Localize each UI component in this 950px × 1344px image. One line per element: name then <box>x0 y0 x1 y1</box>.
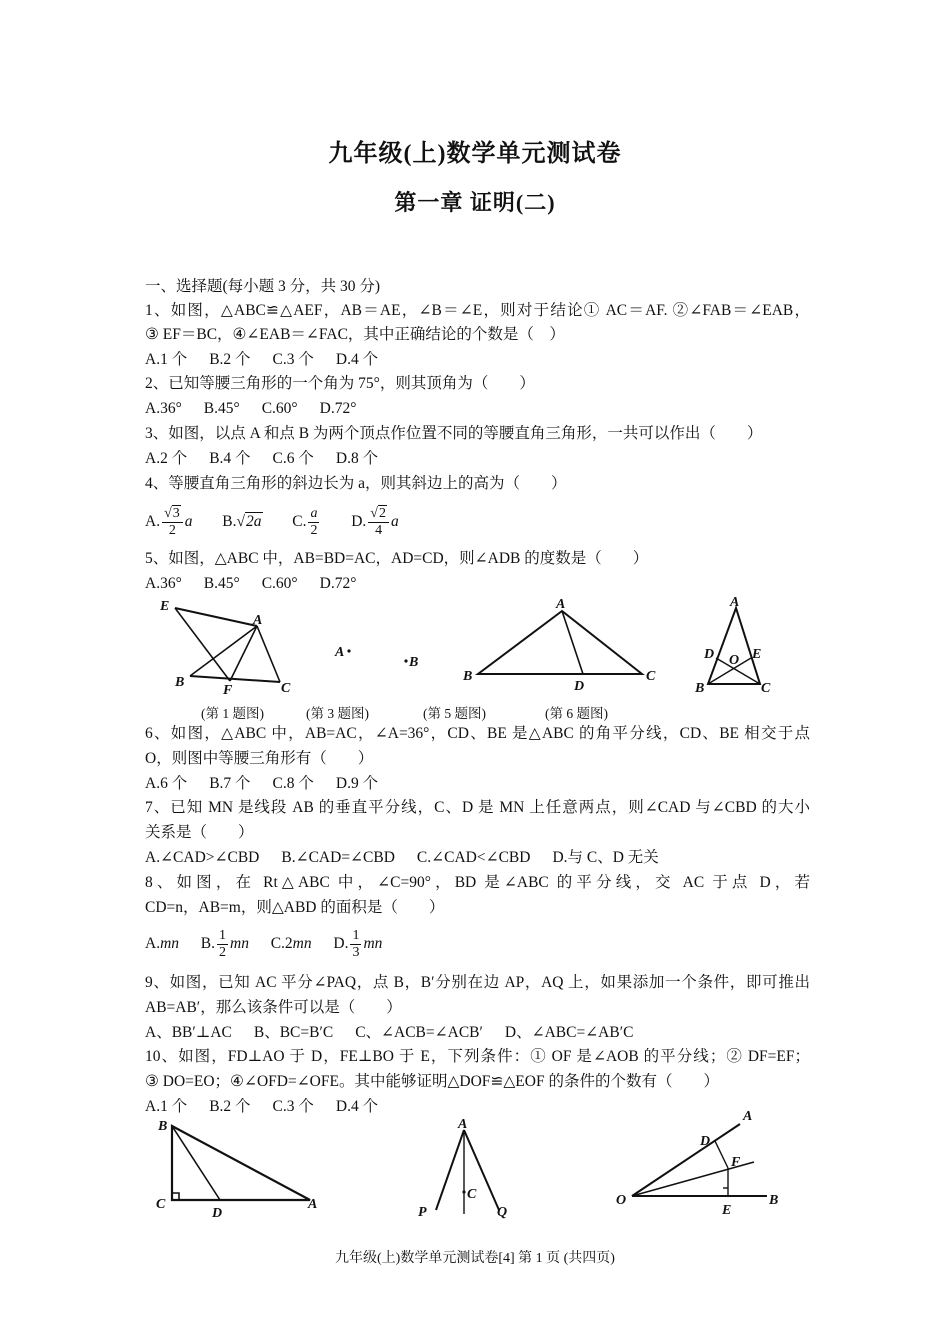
fig6-label-e: E <box>752 647 762 662</box>
q3-options <box>145 448 810 470</box>
q7-option-a: A.∠CAD>∠CBD <box>145 849 260 866</box>
q2-option-c: C.60° <box>261 400 298 417</box>
q8-b-expr: mn <box>230 935 249 952</box>
q8-option-d-fraction <box>350 928 361 961</box>
q3-option-c: C.6 个 <box>272 450 314 467</box>
q8-c-expr: mn <box>292 935 312 952</box>
q4-a-den: 2 <box>168 522 176 538</box>
q8-b-den: 2 <box>219 944 226 960</box>
q8-line1: 8、如图，在 Rt△ABC 中，∠C=90°，BD 是∠ABC 的平分线，交 AC 于点 D，若 <box>145 874 810 891</box>
q9-option-a: A、BB′⊥AC <box>145 1024 232 1041</box>
q8-a-expr: mn <box>160 935 180 952</box>
q8-d-den: 3 <box>352 944 360 960</box>
page-footer: 九年级(上)数学单元测试卷[4] 第 1 页 (共四页) <box>335 1251 615 1266</box>
fig6-label-o: O <box>729 653 740 668</box>
fig10-label-d: D <box>700 1134 711 1149</box>
q2-option-a: A.36° <box>145 400 182 417</box>
q9-line1: 9、如图，已知 AC 平分∠PAQ，点 B，B′分别在边 AP，AQ 上，如果添加一个条件，即可推出 <box>145 974 810 991</box>
q5-option-a: A.36° <box>145 575 182 592</box>
q8-d-num: 1 <box>352 927 360 943</box>
q6-option-b: B.7 个 <box>209 775 251 792</box>
q7-line2: 关系是（ ） <box>145 824 254 841</box>
fig6-label-a: A <box>730 595 740 610</box>
q4-option-d-fraction: $\frac{√2}{4}$ <box>368 506 389 539</box>
fig8-label-d: D <box>212 1206 223 1221</box>
fig8-label-a: A <box>308 1197 318 1212</box>
q9-line2: AB=AB′，那么该条件可以是（ ） <box>145 999 402 1016</box>
q2-option-d: D.72° <box>319 400 357 417</box>
fig9-label-q: Q <box>497 1205 508 1220</box>
fig8-label-c: C <box>156 1197 166 1212</box>
q3-option-d: D.8 个 <box>335 450 379 467</box>
q6-option-d: D.9 个 <box>335 775 379 792</box>
page-title: 九年级(上)数学单元测试卷 <box>328 141 622 167</box>
q4-options: A. $\frac{√3}{2}$ a B.√2a C. $\frac{a}{2}$ D. $\frac{√2}{4}$ a <box>145 505 399 538</box>
section-heading: 一、选择题(每小题 3 分，共 30 分) <box>145 278 381 295</box>
fig3-label-b: B <box>409 655 419 670</box>
fig6-label-d: D <box>704 647 715 662</box>
fig6-label-b: B <box>695 681 705 696</box>
q3-line1: 3、如图，以点 A 和点 B 为两个顶点作位置不同的等腰直角三角形，一共可以作出（ ） <box>145 425 763 442</box>
q5-option-c: C.60° <box>261 575 298 592</box>
q1-options <box>145 349 810 371</box>
caption-fig1: (第 1 题图) <box>201 706 264 721</box>
q4-sqrt2: 2 <box>378 505 386 521</box>
q8-option-a-label: A. <box>145 935 161 952</box>
q2-line1: 2、已知等腰三角形的一个角为 75°，则其顶角为（ ） <box>145 375 535 392</box>
q8-d-expr: mn <box>363 935 383 952</box>
q4-sqrt3: 3 <box>172 505 180 521</box>
figure-q6 <box>690 594 780 698</box>
q7-line1: 7、已知 MN 是线段 AB 的垂直平分线，C、D 是 MN 上任意两点，则∠CAD 与∠CBD 的大小 <box>145 799 810 816</box>
q4-a-var: a <box>184 513 193 530</box>
q8-option-c-label: C.2 <box>270 935 293 952</box>
q4-line1: 4、等腰直角三角形的斜边长为 a，则其斜边上的高为（ ） <box>145 475 567 492</box>
q4-option-a-label: A. <box>145 513 161 530</box>
caption-fig6: (第 6 题图) <box>545 706 608 721</box>
q9-option-c: C、∠ACB=∠ACB′ <box>355 1024 483 1041</box>
q5-option-b: B.45° <box>203 575 240 592</box>
figure-q3 <box>330 636 430 676</box>
fig3-label-a: A <box>335 645 345 660</box>
fig8-label-b: B <box>158 1119 168 1134</box>
fig1-label-a: A <box>253 613 263 628</box>
fig5-label-d: D <box>574 679 585 694</box>
q8-option-d-label: D. <box>333 935 349 952</box>
caption-fig3: (第 3 题图) <box>306 706 369 721</box>
figure-q1 <box>155 598 305 698</box>
q7-option-c: C.∠CAD<∠CBD <box>416 849 531 866</box>
figure-q8 <box>150 1114 330 1224</box>
q6-line1: 6、如图，△ABC 中，AB=AC，∠A=36°，CD、BE 是△ABC 的角平分线，CD、BE 相交于点 <box>145 725 810 742</box>
fig9-label-p: P <box>418 1205 427 1220</box>
fig10-label-f: F <box>731 1155 741 1170</box>
fig10-label-o: O <box>616 1193 627 1208</box>
q10-line2: ③ DO=EO；④∠OFD=∠OFE。其中能够证明△DOF≌△EOF 的条件的个数有（ ） <box>145 1073 719 1090</box>
q4-option-c-fraction <box>308 506 319 539</box>
q6-option-a: A.6 个 <box>145 775 188 792</box>
q10-line1: 10、如图，FD⊥AO 于 D，FE⊥BO 于 E，下列条件：① OF 是∠AOB 的平分线；② DF=EF； <box>145 1048 810 1065</box>
q6-line2: O，则图中等腰三角形有（ ） <box>145 750 374 767</box>
fig5-label-b: B <box>463 669 473 684</box>
q2-options <box>145 398 810 420</box>
fig1-label-c: C <box>281 681 291 696</box>
q10-option-b: B.2 个 <box>209 1098 251 1115</box>
q3-option-b: B.4 个 <box>209 450 251 467</box>
q1-option-d: D.4 个 <box>335 351 379 368</box>
q4-c-num: a <box>310 505 318 521</box>
fig1-label-f: F <box>223 683 233 698</box>
q4-option-c-label: C. <box>292 513 307 530</box>
figure-q10 <box>612 1100 792 1222</box>
q9-option-b: B、BC=B′C <box>253 1024 334 1041</box>
q4-d-den: 4 <box>375 522 383 538</box>
q7-option-b: B.∠CAD=∠CBD <box>281 849 395 866</box>
q9-option-d: D、∠ABC=∠AB′C <box>504 1024 634 1041</box>
fig9-label-c: C <box>467 1187 477 1202</box>
figure-q5 <box>460 596 665 696</box>
q8-b-num: 1 <box>219 927 226 943</box>
q8-option-b-fraction <box>217 928 228 961</box>
q1-option-c: C.3 个 <box>272 351 314 368</box>
q1-line1: 1、如图，△ABC≌△AEF，AB＝AE，∠B＝∠E，则对于结论① AC＝AF. ②∠FAB＝∠EAB， <box>145 302 810 319</box>
q6-options <box>145 773 810 795</box>
fig9-label-a: A <box>458 1117 468 1132</box>
q10-option-c: C.3 个 <box>272 1098 314 1115</box>
fig5-label-a: A <box>556 597 566 612</box>
q4-option-a-fraction: $\frac{√3}{2}$ <box>162 506 183 539</box>
q5-line1: 5、如图，△ABC 中，AB=BD=AC，AD=CD，则∠ADB 的度数是（ ） <box>145 550 649 567</box>
fig1-label-b: B <box>175 675 185 690</box>
q1-option-b: B.2 个 <box>209 351 251 368</box>
q6-option-c: C.8 个 <box>272 775 314 792</box>
q7-option-d: D.与 C、D 无关 <box>552 849 659 866</box>
q1-line2: ③ EF＝BC，④∠EAB＝∠FAC，其中正确结论的个数是（ ） <box>145 326 565 343</box>
q5-option-d: D.72° <box>319 575 357 592</box>
q9-options <box>145 1022 810 1044</box>
q1-option-a: A.1 个 <box>145 351 188 368</box>
q8-option-b-label: B. <box>200 935 215 952</box>
figure-q9 <box>415 1114 515 1224</box>
fig5-label-c: C <box>646 669 656 684</box>
q8-line2: CD=n，AB=m，则△ABD 的面积是（ ） <box>145 899 445 916</box>
caption-fig5: (第 5 题图) <box>423 706 486 721</box>
q3-option-a: A.2 个 <box>145 450 188 467</box>
q7-options <box>145 847 810 869</box>
q5-options <box>145 573 810 595</box>
fig10-label-e: E <box>722 1203 732 1218</box>
fig1-label-e: E <box>160 599 170 614</box>
fig6-label-c: C <box>761 681 771 696</box>
fig10-label-a: A <box>743 1109 753 1124</box>
q10-option-d: D.4 个 <box>335 1098 379 1115</box>
q4-c-den: 2 <box>310 522 318 538</box>
page-subtitle: 第一章 证明(二) <box>394 190 556 215</box>
q2-option-b: B.45° <box>203 400 240 417</box>
q8-options <box>145 924 810 964</box>
q10-option-a: A.1 个 <box>145 1098 188 1115</box>
q4-option-b-label: B. <box>222 513 237 530</box>
fig10-label-b: B <box>769 1193 779 1208</box>
q4-b-expr: 2a <box>246 513 262 530</box>
q4-option-d-label: D. <box>351 513 367 530</box>
q4-d-var: a <box>390 513 399 530</box>
